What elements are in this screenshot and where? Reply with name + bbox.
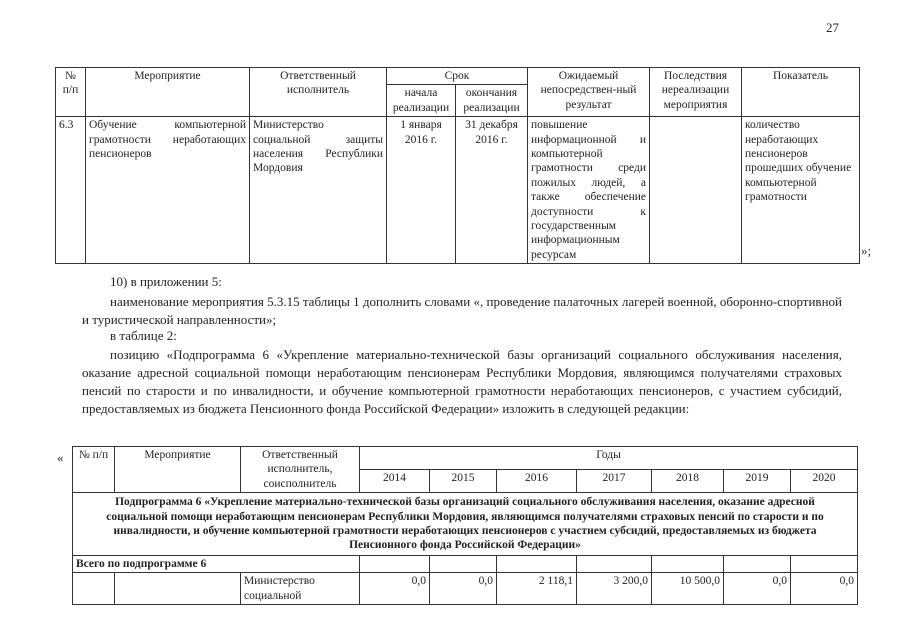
paragraph-event-name: наименование мероприятия 5.3.15 таблицы 1 дополнить словами «, проведение палаточных лагерей военной, оборонно-спортивной и туристической направленности»; (82, 294, 842, 327)
header-start: начала реализации (387, 85, 456, 117)
header-event: Мероприятие (115, 447, 241, 493)
events-table (55, 67, 860, 264)
header-indicator: Показатель (742, 68, 860, 117)
paragraph-position: позицию «Подпрограмма 6 «Укрепление материально-технической базы организаций социального обслуживания населения, оказание адресной социальной помощи неработающим пенсионерам Республики Мордовия, являющимся получателями страховых пенсий по старости и по инвалидности, и обучение компьютерной грамотности неработающих пенсионеров, с участием субсидий, предоставляемых из бюджета Пенсионного фонда Российской Федерации» изложить в следующей редакции: (82, 347, 842, 416)
header-responsible: Ответственный исполнитель, соисполнитель (241, 447, 360, 493)
value-2015: 0,0 (430, 573, 497, 605)
row-event: Обучение компьютерной грамотности неработающих пенсионеров (86, 117, 250, 264)
row-consequences (650, 117, 742, 264)
row-expected-result: повышение информационной и компьютерной грамотности среди пожилых людей, а также обеспечение доступности к государственным информационным ресурсам (528, 117, 650, 264)
paragraph-item-10: 10) в приложении 5: (110, 274, 222, 289)
year-2015: 2015 (430, 470, 497, 493)
table-row (56, 117, 860, 264)
paragraph-table-2: в таблице 2: (110, 328, 177, 343)
value-2019: 0,0 (724, 573, 791, 605)
header-years: Годы (360, 447, 858, 470)
quote-close-mark: »; (861, 243, 872, 258)
year-2014: 2014 (360, 470, 430, 493)
year-2016: 2016 (497, 470, 577, 493)
table-header-row (73, 447, 858, 470)
value-2017: 3 200,0 (577, 573, 652, 605)
header-responsible: Ответственный исполнитель (250, 68, 387, 117)
total-label: Всего по подпрограмме 6 (73, 555, 360, 572)
row-end: 31 декабря 2016 г. (456, 117, 528, 264)
quote-open-mark: « (57, 450, 64, 465)
subprogram-title: Подпрограмма 6 «Укрепление материально-технической базы организаций социального обслуживания населения, оказание адресной социальной помощи неработающим пенсионерам Республики Мордовия, являющимся получателями страховых пенсий по старости и по инвалидности, и обучение компьютерной грамотности неработающих пенсионеров с участием субсидий, предоставляемых из бюджета Пенсионного фонда Российской Федерации» (73, 493, 858, 556)
value-2016: 2 118,1 (497, 573, 577, 605)
header-expected-result: Ожидаемый непосредствен-ный результат (528, 68, 650, 117)
header-end: окончания реализации (456, 85, 528, 117)
table-row (73, 573, 858, 605)
subprogram-row (73, 493, 858, 556)
funding-table (72, 446, 858, 605)
value-2014: 0,0 (360, 573, 430, 605)
header-num: № п/п (73, 447, 115, 493)
header-event: Мероприятие (86, 68, 250, 117)
row-start: 1 января 2016 г. (387, 117, 456, 264)
row-indicator: количество неработающих пенсионеров прошедших обучение компьютерной грамотности (742, 117, 860, 264)
year-2018: 2018 (652, 470, 724, 493)
header-term: Срок (387, 68, 528, 85)
table-header-row (56, 68, 860, 85)
year-2017: 2017 (577, 470, 652, 493)
header-consequences: Последствия нереализации мероприятия (650, 68, 742, 117)
row-responsible: Министерство социальной (241, 573, 360, 605)
header-num: № п/п (56, 68, 86, 117)
value-2020: 0,0 (791, 573, 858, 605)
row-responsible: Министерство социальной защиты населения Республики Мордовия (250, 117, 387, 264)
row-num: 6.3 (56, 117, 86, 264)
value-2018: 10 500,0 (652, 573, 724, 605)
year-2020: 2020 (791, 470, 858, 493)
total-row (73, 555, 858, 572)
year-2019: 2019 (724, 470, 791, 493)
page-number: 27 (826, 20, 839, 35)
